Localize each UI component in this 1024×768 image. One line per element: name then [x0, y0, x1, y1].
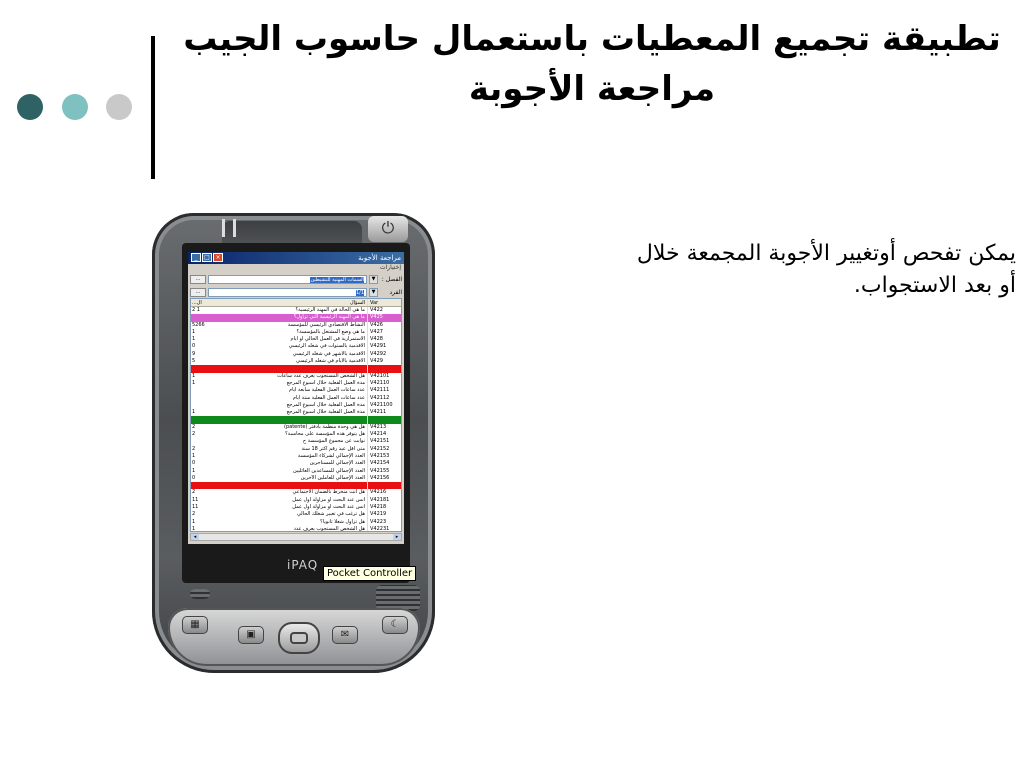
table-cell: النشاط الاقتصادي الرئيسي للمؤسسة	[287, 321, 365, 328]
column-header: Var	[367, 299, 401, 306]
table-cell: العدد الإجمالي للمستأجرين	[309, 460, 365, 467]
table-cell: 2	[192, 511, 196, 518]
table-cell: الأقدمية بالأيام في شغله الرئيسي	[296, 358, 365, 365]
window-title: مراجعة الأجوبة	[358, 254, 401, 262]
table-cell: V42154	[367, 460, 401, 467]
chevron-down-icon: ▼	[369, 275, 378, 284]
table-cell: 5	[192, 358, 196, 365]
table-cell: V4223	[367, 519, 401, 526]
table-cell: أنس عند البحث أو مزاولة أول عمل	[292, 496, 365, 503]
table-cell: أنس عند البحث أو مزاولة أول عمل	[292, 504, 365, 511]
table-cell: V425	[367, 314, 401, 321]
table-cell: 1	[192, 328, 196, 335]
slide-body-line2: أو بعد الاستجواب.	[853, 273, 1016, 298]
table-cell: 2 1	[192, 307, 200, 313]
decor-dot	[106, 94, 132, 120]
answers-grid	[190, 298, 402, 532]
table-cell	[191, 482, 213, 489]
slide-title-line2: مراجعة الأجوبة	[468, 69, 716, 109]
table-cell	[191, 438, 213, 445]
table-cell	[191, 365, 213, 372]
table-cell: V42155	[367, 468, 401, 475]
table-cell: ما هي الحالة في المهنة الرئيسية؟	[295, 307, 365, 313]
device-marks	[222, 219, 236, 237]
scroll-left-icon: ◂	[191, 534, 199, 540]
speaker-grille	[190, 589, 210, 599]
close-icon: ×	[213, 253, 223, 262]
table-cell	[191, 387, 213, 394]
table-row	[191, 314, 401, 321]
table-row	[191, 373, 401, 380]
table-cell: V426	[367, 322, 401, 329]
table-row	[191, 511, 401, 518]
table-cell	[367, 416, 401, 423]
table-cell	[213, 416, 367, 423]
table-row	[191, 475, 401, 482]
individual-select	[208, 288, 367, 297]
table-row	[191, 387, 401, 394]
table-cell: 1	[192, 409, 196, 416]
table-cell: V42152	[367, 446, 401, 453]
table-cell: 11	[192, 496, 199, 503]
table-cell: 2	[192, 423, 196, 430]
table-cell: 1	[192, 525, 196, 532]
table-row	[191, 351, 401, 358]
table-cell: V429	[367, 358, 401, 365]
scroll-right-icon: ▸	[393, 534, 401, 540]
table-cell: 2	[192, 445, 196, 452]
table-cell: الاستمرارية في العمل الحالي أو أيام	[290, 336, 365, 343]
table-row	[191, 365, 401, 372]
individual-field	[188, 286, 404, 298]
minimize-icon: _	[191, 253, 201, 262]
table-row	[191, 460, 401, 467]
table-row	[191, 380, 401, 387]
table-cell: مدة العمل الفعلية خلال أسبوع المرجع	[286, 379, 365, 386]
table-cell: مدة العمل الفعلية خلال أسبوع المرجع	[286, 409, 365, 416]
decor-dot	[62, 94, 88, 120]
table-row	[191, 526, 401, 532]
tooltip: Pocket Controller	[323, 566, 416, 581]
table-row	[191, 343, 401, 350]
table-cell: V428	[367, 336, 401, 343]
table-cell: V4219	[367, 511, 401, 518]
slide-body	[476, 238, 1016, 302]
table-cell: V42110	[367, 380, 401, 387]
table-row	[191, 402, 401, 409]
decor-divider	[151, 36, 155, 179]
horizontal-scrollbar	[190, 533, 402, 541]
table-cell: V42181	[367, 497, 401, 504]
table-cell: 0	[192, 343, 196, 350]
table-cell: عدد ساعات العمل الفعلية ستة أيام	[292, 394, 365, 401]
power-icon: ⏻	[368, 216, 408, 242]
window-controls	[191, 252, 223, 264]
nav-pad	[278, 622, 320, 654]
table-cell: 1	[192, 467, 196, 474]
calendar-icon: ▦	[182, 616, 208, 634]
table-row	[191, 416, 401, 423]
contacts-icon: ▣	[238, 626, 264, 644]
device-keypad	[168, 608, 420, 666]
maximize-icon: □	[202, 253, 212, 262]
column-header: ...ال	[192, 300, 202, 306]
table-cell: الأقدمية بالأشهر في شغله الرئيسي	[292, 350, 365, 357]
table-cell: هل الشخص المستجوب يعرف عدد ساعات	[277, 372, 365, 379]
table-cell: V4214	[367, 431, 401, 438]
table-row	[191, 329, 401, 336]
table-cell: V42231	[367, 526, 401, 532]
ipaq-icon: ☾	[382, 616, 408, 634]
table-cell: V421100	[367, 402, 401, 409]
section-label: الفصل :	[381, 275, 402, 283]
table-cell: V42151	[367, 438, 401, 445]
table-cell	[213, 482, 367, 489]
menu-options: إختيارات	[379, 264, 401, 271]
table-row	[191, 497, 401, 504]
decor-dot	[17, 94, 43, 120]
table-row	[191, 438, 401, 445]
table-cell: هل أنت منخرط بالضمان الاجتماعي	[292, 489, 365, 496]
table-cell: هل يتوفر هذه المؤسسة على محاسبة؟	[285, 431, 365, 438]
table-cell: الأقدمية بالسنوات في شغله الرئيسي	[288, 343, 365, 350]
table-cell: مدة العمل الفعلية خلال أسبوع المرجع	[286, 401, 365, 408]
table-row	[191, 395, 401, 402]
table-cell: العدد الإجمالي للمساعدين العائليين	[293, 467, 365, 474]
table-cell: V4211	[367, 409, 401, 416]
pda-screen	[188, 252, 404, 544]
chevron-down-icon: ▼	[369, 288, 378, 297]
table-cell	[213, 365, 367, 372]
table-row	[191, 519, 401, 526]
table-cell: 1	[192, 372, 196, 379]
table-cell: هل الشخص المستجوب يعرف عدد	[293, 525, 365, 532]
table-row	[191, 409, 401, 416]
table-row	[191, 453, 401, 460]
section-value: السمات المهنية للنشيطين	[310, 276, 364, 283]
table-row	[191, 358, 401, 365]
table-cell: 1	[192, 336, 196, 343]
table-row	[191, 468, 401, 475]
table-row	[191, 424, 401, 431]
table-cell: نوابت عن مجموع المؤسسة ح	[302, 438, 365, 445]
slide-title	[182, 14, 1002, 114]
table-cell: V42153	[367, 453, 401, 460]
table-cell: 9	[192, 350, 196, 357]
individual-more-button: …	[190, 288, 206, 297]
table-row	[191, 322, 401, 329]
device-brand: iPAQ	[287, 558, 319, 572]
table-cell: V4292	[367, 351, 401, 358]
table-cell: V42156	[367, 475, 401, 482]
table-cell: 0	[192, 474, 196, 481]
grid-header	[191, 299, 401, 307]
table-cell: V42101	[367, 373, 401, 380]
column-header: السؤال	[350, 300, 365, 306]
table-row	[191, 431, 401, 438]
table-cell: V4216	[367, 489, 401, 496]
table-cell: 2	[192, 489, 196, 496]
table-cell: هل تزاول شغلا ثانويا؟	[320, 518, 365, 525]
table-cell: V427	[367, 329, 401, 336]
table-cell	[367, 482, 401, 489]
table-cell: 1	[192, 452, 196, 459]
table-cell: V4213	[367, 424, 401, 431]
table-cell	[191, 402, 213, 409]
table-cell: 1	[192, 379, 196, 386]
table-row	[191, 307, 401, 314]
table-cell: هل ترغب في تغيير شغلك الحالي	[296, 511, 365, 518]
table-cell: ما هي المهنة الرئيسية التي تزاول؟	[293, 314, 365, 321]
table-cell	[191, 395, 213, 402]
table-cell: عدد ساعات العمل الفعلية سابعة أيام	[288, 387, 365, 394]
table-cell	[191, 416, 213, 423]
table-row	[191, 482, 401, 489]
table-cell: متى أقل عيد رقم أكثر 18 سنة	[301, 445, 365, 452]
grid-body	[191, 307, 401, 532]
table-cell	[367, 365, 401, 372]
table-cell: العدد الإجمالي لشركاء المؤسسة	[297, 452, 365, 459]
slide-body-line1: يمكن تفحص أوتغيير الأجوبة المجمعة خلال	[636, 241, 1016, 266]
table-cell: ما هي وضع المشتغل بالمؤسسة؟	[296, 328, 365, 335]
table-cell: 11	[192, 504, 199, 511]
mail-icon: ✉	[332, 626, 358, 644]
individual-label: الفرد	[389, 288, 402, 296]
table-cell: 1	[192, 518, 196, 525]
table-cell: V422	[367, 307, 401, 314]
table-row	[191, 504, 401, 511]
table-cell: V42111	[367, 387, 401, 394]
individual-value: 1/1	[355, 289, 364, 296]
table-cell: 5266	[192, 321, 205, 328]
table-cell: 2	[192, 431, 196, 438]
section-more-button: …	[190, 275, 206, 284]
table-cell: V4291	[367, 343, 401, 350]
section-select	[208, 275, 367, 284]
table-row	[191, 336, 401, 343]
section-field	[188, 273, 404, 285]
table-cell	[191, 314, 213, 321]
table-cell: V42112	[367, 395, 401, 402]
slide-title-line1: تطبيقة تجميع المعطيات باستعمال حاسوب الجيب	[183, 19, 1001, 59]
table-row	[191, 489, 401, 496]
table-row	[191, 446, 401, 453]
pda-device	[152, 213, 435, 673]
nav-center	[290, 632, 308, 644]
table-cell: العدد الإجمالي للعاملين الآخرين	[300, 474, 365, 481]
table-cell: هل هي وحدة منظمة بأدفتر (patente)	[284, 423, 365, 430]
table-cell: V4218	[367, 504, 401, 511]
window-titlebar	[188, 252, 404, 264]
table-cell: 0	[192, 460, 196, 467]
